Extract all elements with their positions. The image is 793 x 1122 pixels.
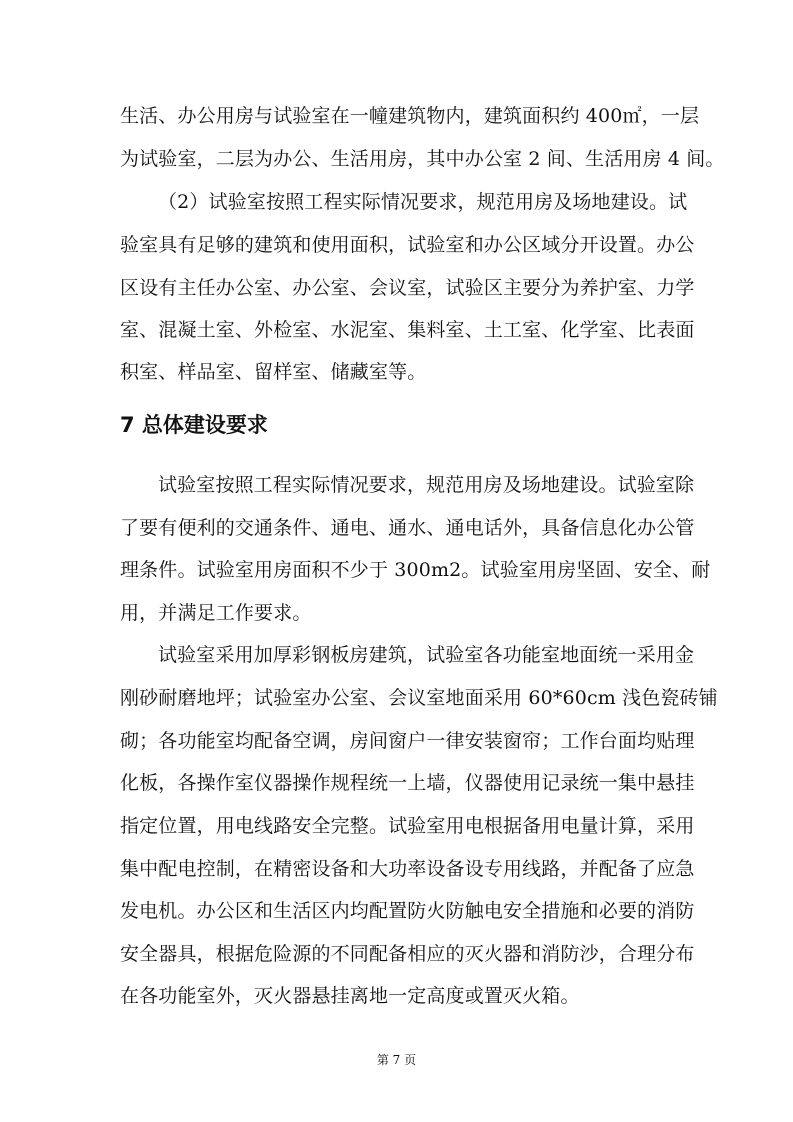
paragraph-line: 了要有便利的交通条件、通电、通水、通电话外，具备信息化办公管 bbox=[120, 517, 695, 539]
paragraph-line: 为试验室，二层为办公、生活用房，其中办公室 2 间、生活用房 4 间。 bbox=[120, 148, 725, 170]
paragraph-line: 生活、办公用房与试验室在一幢建筑物内，建筑面积约 400㎡，一层 bbox=[120, 105, 700, 127]
paragraph-line: 化板，各操作室仪器操作规程统一上墙，仪器使用记录统一集中悬挂 bbox=[120, 772, 695, 794]
paragraph-line: 积室、样品室、留样室、储藏室等。 bbox=[120, 361, 427, 383]
paragraph-line: （2）试验室按照工程实际情况要求，规范用房及场地建设。试 bbox=[158, 191, 688, 213]
paragraph-line: 试验室按照工程实际情况要求，规范用房及场地建设。试验室除 bbox=[158, 474, 695, 496]
paragraph-line: 刚砂耐磨地坪；试验室办公室、会议室地面采用 60*60cm 浅色瓷砖铺 bbox=[120, 687, 718, 709]
paragraph-line: 集中配电控制，在精密设备和大功率设备设专用线路，并配备了应急 bbox=[120, 858, 695, 880]
paragraph-line: 区设有主任办公室、办公室、会议室，试验区主要分为养护室、力学 bbox=[120, 277, 695, 299]
paragraph-line: 发电机。办公区和生活区内均配置防火防触电安全措施和必要的消防 bbox=[120, 900, 695, 922]
paragraph-line: 在各功能室外，灭火器悬挂离地一定高度或置灭火箱。 bbox=[120, 985, 580, 1007]
paragraph-line: 理条件。试验室用房面积不少于 300m2。试验室用房坚固、安全、耐 bbox=[120, 559, 711, 581]
page-number: 第 7 页 bbox=[376, 1053, 417, 1067]
paragraph-line: 安全器具，根据危险源的不同配备相应的灭火器和消防沙，合理分布 bbox=[120, 943, 695, 965]
paragraph-line: 用，并满足工作要求。 bbox=[120, 602, 312, 624]
section-heading: 7 总体建设要求 bbox=[120, 413, 268, 437]
paragraph-line: 砌；各功能室均配备空调，房间窗户一律安装窗帘；工作台面均贴理 bbox=[120, 730, 695, 752]
paragraph-line: 验室具有足够的建筑和使用面积，试验室和办公区域分开设置。办公 bbox=[120, 234, 695, 256]
paragraph-line: 室、混凝土室、外检室、水泥室、集料室、土工室、化学室、比表面 bbox=[120, 319, 695, 341]
paragraph-line: 指定位置，用电线路安全完整。试验室用电根据备用电量计算，采用 bbox=[120, 815, 695, 837]
paragraph-line: 试验室采用加厚彩钢板房建筑，试验室各功能室地面统一采用金 bbox=[158, 644, 695, 666]
